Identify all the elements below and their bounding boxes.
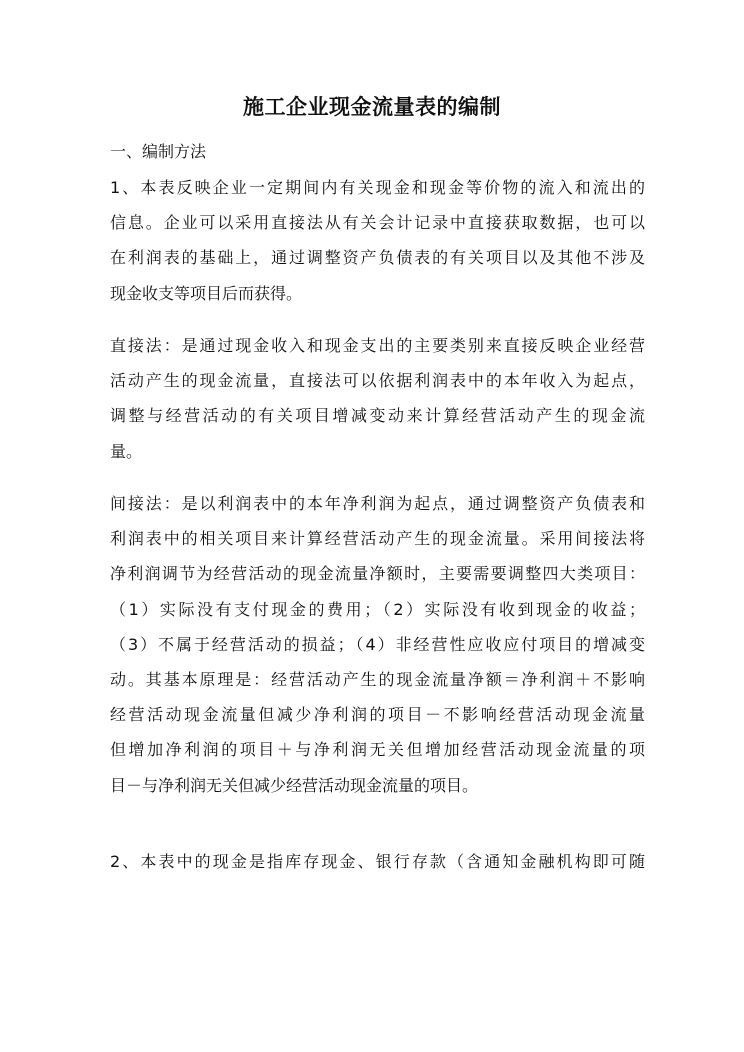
paragraph-line: 净利润调节为经营活动的现金流量净额时，主要需要调整四大类项目： — [110, 564, 645, 584]
paragraph-line: 目－与净利润无关但减少经营活动现金流量的项目。 — [110, 775, 479, 795]
paragraph-line: 在利润表的基础上，通过调整资产负债表的有关项目以及其他不涉及 — [110, 248, 645, 268]
paragraph-line: 量。 — [110, 441, 143, 461]
paragraph-line: （1）实际没有支付现金的费用；（2）实际没有收到现金的收益； — [110, 599, 645, 619]
section-heading: 一、编制方法 — [110, 142, 207, 161]
paragraph-line: 利润表中的相关项目来计算经营活动产生的现金流量。采用间接法将 — [110, 529, 645, 549]
paragraph-line: 调整与经营活动的有关项目增减变动来计算经营活动产生的现金流 — [110, 406, 645, 426]
paragraph-line: 现金收支等项目后而获得。 — [110, 283, 303, 303]
paragraph-line: 但增加净利润的项目＋与净利润无关但增加经营活动现金流量的项 — [110, 740, 645, 760]
paragraph-line: 直接法：是通过现金收入和现金支出的主要类别来直接反映企业经营 — [110, 336, 645, 355]
paragraph-line: 间接法：是以利润表中的本年净利润为起点，通过调整资产负债表和 — [110, 494, 645, 513]
paragraph-scope — [110, 170, 645, 311]
paragraph-cash-definition — [110, 844, 645, 879]
paragraph-line: （3）不属于经营活动的损益；（4）非经营性应收应付项目的增减变 — [110, 634, 645, 654]
paragraph-line: 经营活动现金流量但减少净利润的项目－不影响经营活动现金流量 — [110, 705, 645, 725]
page-title: 施工企业现金流量表的编制 — [243, 95, 501, 119]
paragraph-line: 2、本表中的现金是指库存现金、银行存款（含通知金融机构即可随 — [110, 852, 645, 871]
paragraph-line: 1、本表反映企业一定期间内有关现金和现金等价物的流入和流出的 — [110, 178, 645, 197]
paragraph-indirect-method — [110, 486, 645, 803]
paragraph-line: 信息。企业可以采用直接法从有关会计记录中直接获取数据，也可以 — [110, 213, 645, 233]
paragraph-line: 活动产生的现金流量，直接法可以依据利润表中的本年收入为起点， — [110, 371, 645, 391]
paragraph-line: 动。其基本原理是：经营活动产生的现金流量净额＝净利润＋不影响 — [110, 669, 645, 689]
paragraph-direct-method — [110, 328, 645, 469]
